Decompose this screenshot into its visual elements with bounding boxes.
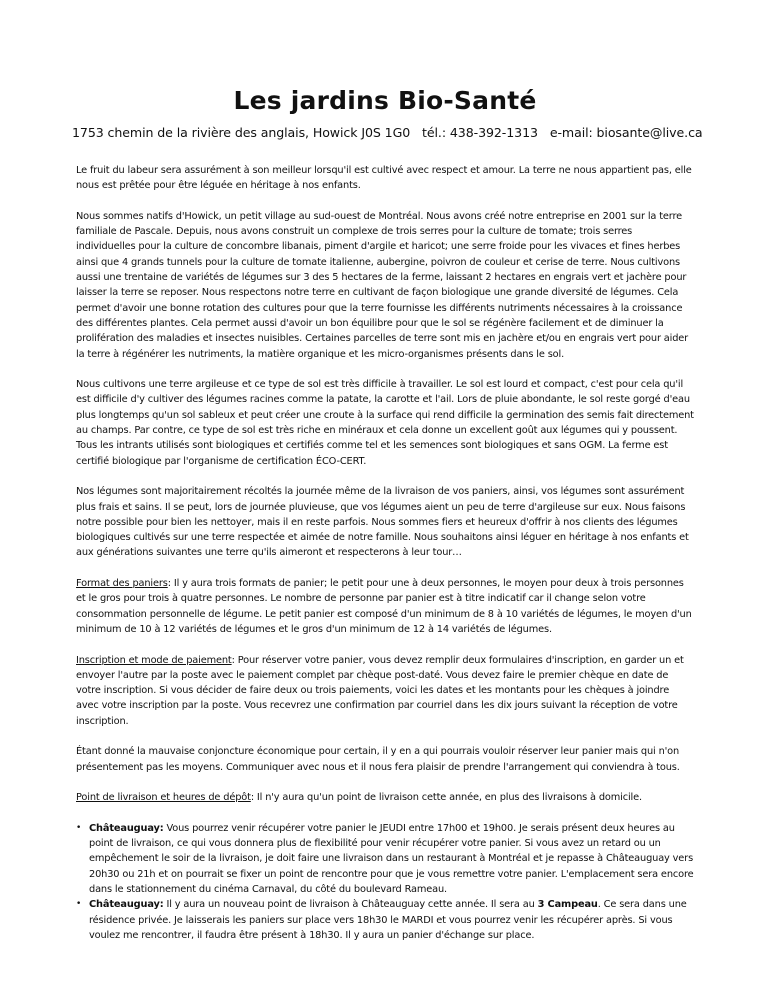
page-title: Les jardins Bio-Santé bbox=[233, 86, 537, 115]
phone: tél.: 438-392-1313 bbox=[422, 125, 538, 140]
livraison-paragraph bbox=[76, 790, 694, 805]
formats-text: : Il y aura trois formats de panier; le petit pour une à deux personnes, le moyen pour deux à trois personnes et le gros pour trois à quatre personnes. Le nombre de personne par panier est à titre indicatif car il change selon votre consommation personnelle de légume. Le petit panier est composé d'un minimum de 8 à 10 variétés de légumes, le moyen d'un minimum de 10 à 12 variétés de légumes et le gros d'un minimum de 12 à 14 variétés de légumes. bbox=[76, 578, 692, 635]
email: e-mail: biosante@live.ca bbox=[549, 125, 703, 140]
list-item bbox=[76, 821, 694, 897]
formats-paragraph bbox=[76, 576, 694, 637]
document-body bbox=[76, 163, 694, 943]
address: 1753 chemin de la rivière des anglais, Howick J0S 1G0 bbox=[72, 125, 411, 140]
contact-line bbox=[72, 125, 703, 140]
list-item-label: Châteauguay: bbox=[89, 822, 164, 834]
harvest-paragraph: Nos légumes sont majoritairement récoltés la journée même de la livraison de vos paniers, ainsi, vos légumes sont assurément plus frais et sains. Il se peut, lors de journée pluvieuse, que vos légumes aient un peu de terre d'argileuse sur eux. Nous faisons notre possible pour bien les nettoyer, mais il en reste parfois. Nous sommes fiers et heureux d'offrir à nos clients des légumes biologiques cultivés sur une terre respectée et aimée de notre famille. Nous souhaitons ainsi léguer en héritage à nos enfants et aux générations suivantes une terre qu'ils aimeront et respecterons à leur tour… bbox=[76, 486, 689, 559]
delivery-list bbox=[76, 821, 694, 943]
bullet-icon: • bbox=[76, 822, 82, 833]
bullet-icon: • bbox=[76, 899, 82, 910]
list-item bbox=[76, 897, 694, 943]
formats-heading: Format des paniers bbox=[76, 578, 168, 590]
livraison-heading: Point de livraison et heures de dépôt bbox=[76, 792, 251, 804]
list-item-text: Vous pourrez venir récupérer votre panier le JEUDI entre 17h00 et 19h00. Je serais présent deux heures au point de livraison, ce qui vous donnera plus de flexibilité pour venir récupérer votre panier. Si vous avez un retard ou un empêchement le soir de la livraison, je doit faire une livraison dans un restaurant à Montréal et je repasse à Châteauguay vers 20h30 ou 21h et on pourrait se fixer un point de rencontre pour que je vous remettre votre panier. L'emplacement sera encore dans le stationnement du cinéma Carnaval, du côté du boulevard Rameau. bbox=[89, 822, 694, 895]
list-item-label: Châteauguay: bbox=[89, 899, 164, 911]
inscription-text: : Pour réserver votre panier, vous devez remplir deux formulaires d'inscription, en garder un et envoyer l'autre par la poste avec le paiement complet par chèque post-daté. Vous devez faire le premier chèque en date de votre inscription. Si vous décider de faire deux ou trois paiements, voici les dates et les montants pour les chèques à joindre avec votre inscription par la poste. Vous recevrez une confirmation par courriel dans les dix jours suivant la réception de votre inscription. bbox=[76, 654, 684, 727]
inscription-heading: Inscription et mode de paiement bbox=[76, 654, 232, 666]
livraison-text: : Il n'y aura qu'un point de livraison cette année, en plus des livraisons à domicile. bbox=[250, 792, 642, 804]
list-item-address: 3 Campeau bbox=[537, 899, 598, 911]
inscription-paragraph bbox=[76, 653, 694, 729]
list-item-text: Il y aura un nouveau point de livraison à Châteauguay cette année. Il sera au bbox=[163, 899, 538, 911]
intro-paragraph: Le fruit du labeur sera assurément à son meilleur lorsqu'il est cultivé avec respect et amour. La terre ne nous appartient pas, elle nous est prêtée pour être léguée en héritage à nos enfants. bbox=[76, 165, 692, 192]
conjoncture-paragraph: Étant donné la mauvaise conjoncture économique pour certain, il y en a qui pourrais vouloir réserver leur panier mais qui n'on présentement pas les moyens. Communiquer avec nous et il nous fera plaisir de prendre l'arrangement qui conviendra à tous. bbox=[76, 746, 680, 773]
list-item-text-end: . Ce sera dans une résidence privée. Je laisserais les paniers sur place vers 18h30 le MARDI et vous pourrez venir les récupérer après. Si vous voulez me rencontrer, il faudra être présent à 18h30. Il y aura un panier d'échange sur place. bbox=[89, 899, 687, 941]
soil-paragraph: Nous cultivons une terre argileuse et ce type de sol est très difficile à travailler. Le sol est lourd et compact, c'est pour cela qu'il est difficile d'y cultiver des légumes racines comme la patate, la carotte et l'ail. Lors de pluie abondante, le sol reste gorgé d'eau plus longtemps qu'un sol sableux et peut créer une croute à la surface qui rend difficile la germination des semis fait directement au champs. Par contre, ce type de sol est très riche en minéraux et cela donne un excellent goût aux légumes qui y poussent. Tous les intrants utilisés sont biologiques et certifiés comme tel et les semences sont biologiques et sans OGM. La ferme est certifié biologique par l'organisme de certification ÉCO-CERT. bbox=[76, 379, 694, 467]
history-paragraph: Nous sommes natifs d'Howick, un petit village au sud-ouest de Montréal. Nous avons créé notre entreprise en 2001 sur la terre familiale de Pascale. Depuis, nous avons construit un complexe de trois serres pour la culture de tomate; trois serres individuelles pour la culture de concombre libanais, piment d'argile et haricot; une serre froide pour les vivaces et fines herbes ainsi que 4 grands tunnels pour la culture de tomate italienne, aubergine, poivron de couleur et cerise de terre. Nous cultivons aussi une trentaine de variétés de légumes sur 3 des 5 hectares de la ferme, laissant 2 hectares en engrais vert et jachère pour laisser la terre se reposer. Nous respectons notre terre en cultivant de façon biologique une grande diversité de légumes. Cela permet d'avoir une bonne rotation des cultures pour que la terre fournisse les différents nutriments nécessaires à la croissance des différentes plantes. Cela permet aussi d'avoir un bon équilibre pour que le sol se régénère facilement et de diminuer la prolifération des maladies et insectes nuisibles. Certaines parcelles de terre sont mis en jachère et/ou en engrais vert pour aider la terre à régénérer les nutriments, la matière organique et les micro-organismes présents dans le sol. bbox=[76, 210, 689, 360]
